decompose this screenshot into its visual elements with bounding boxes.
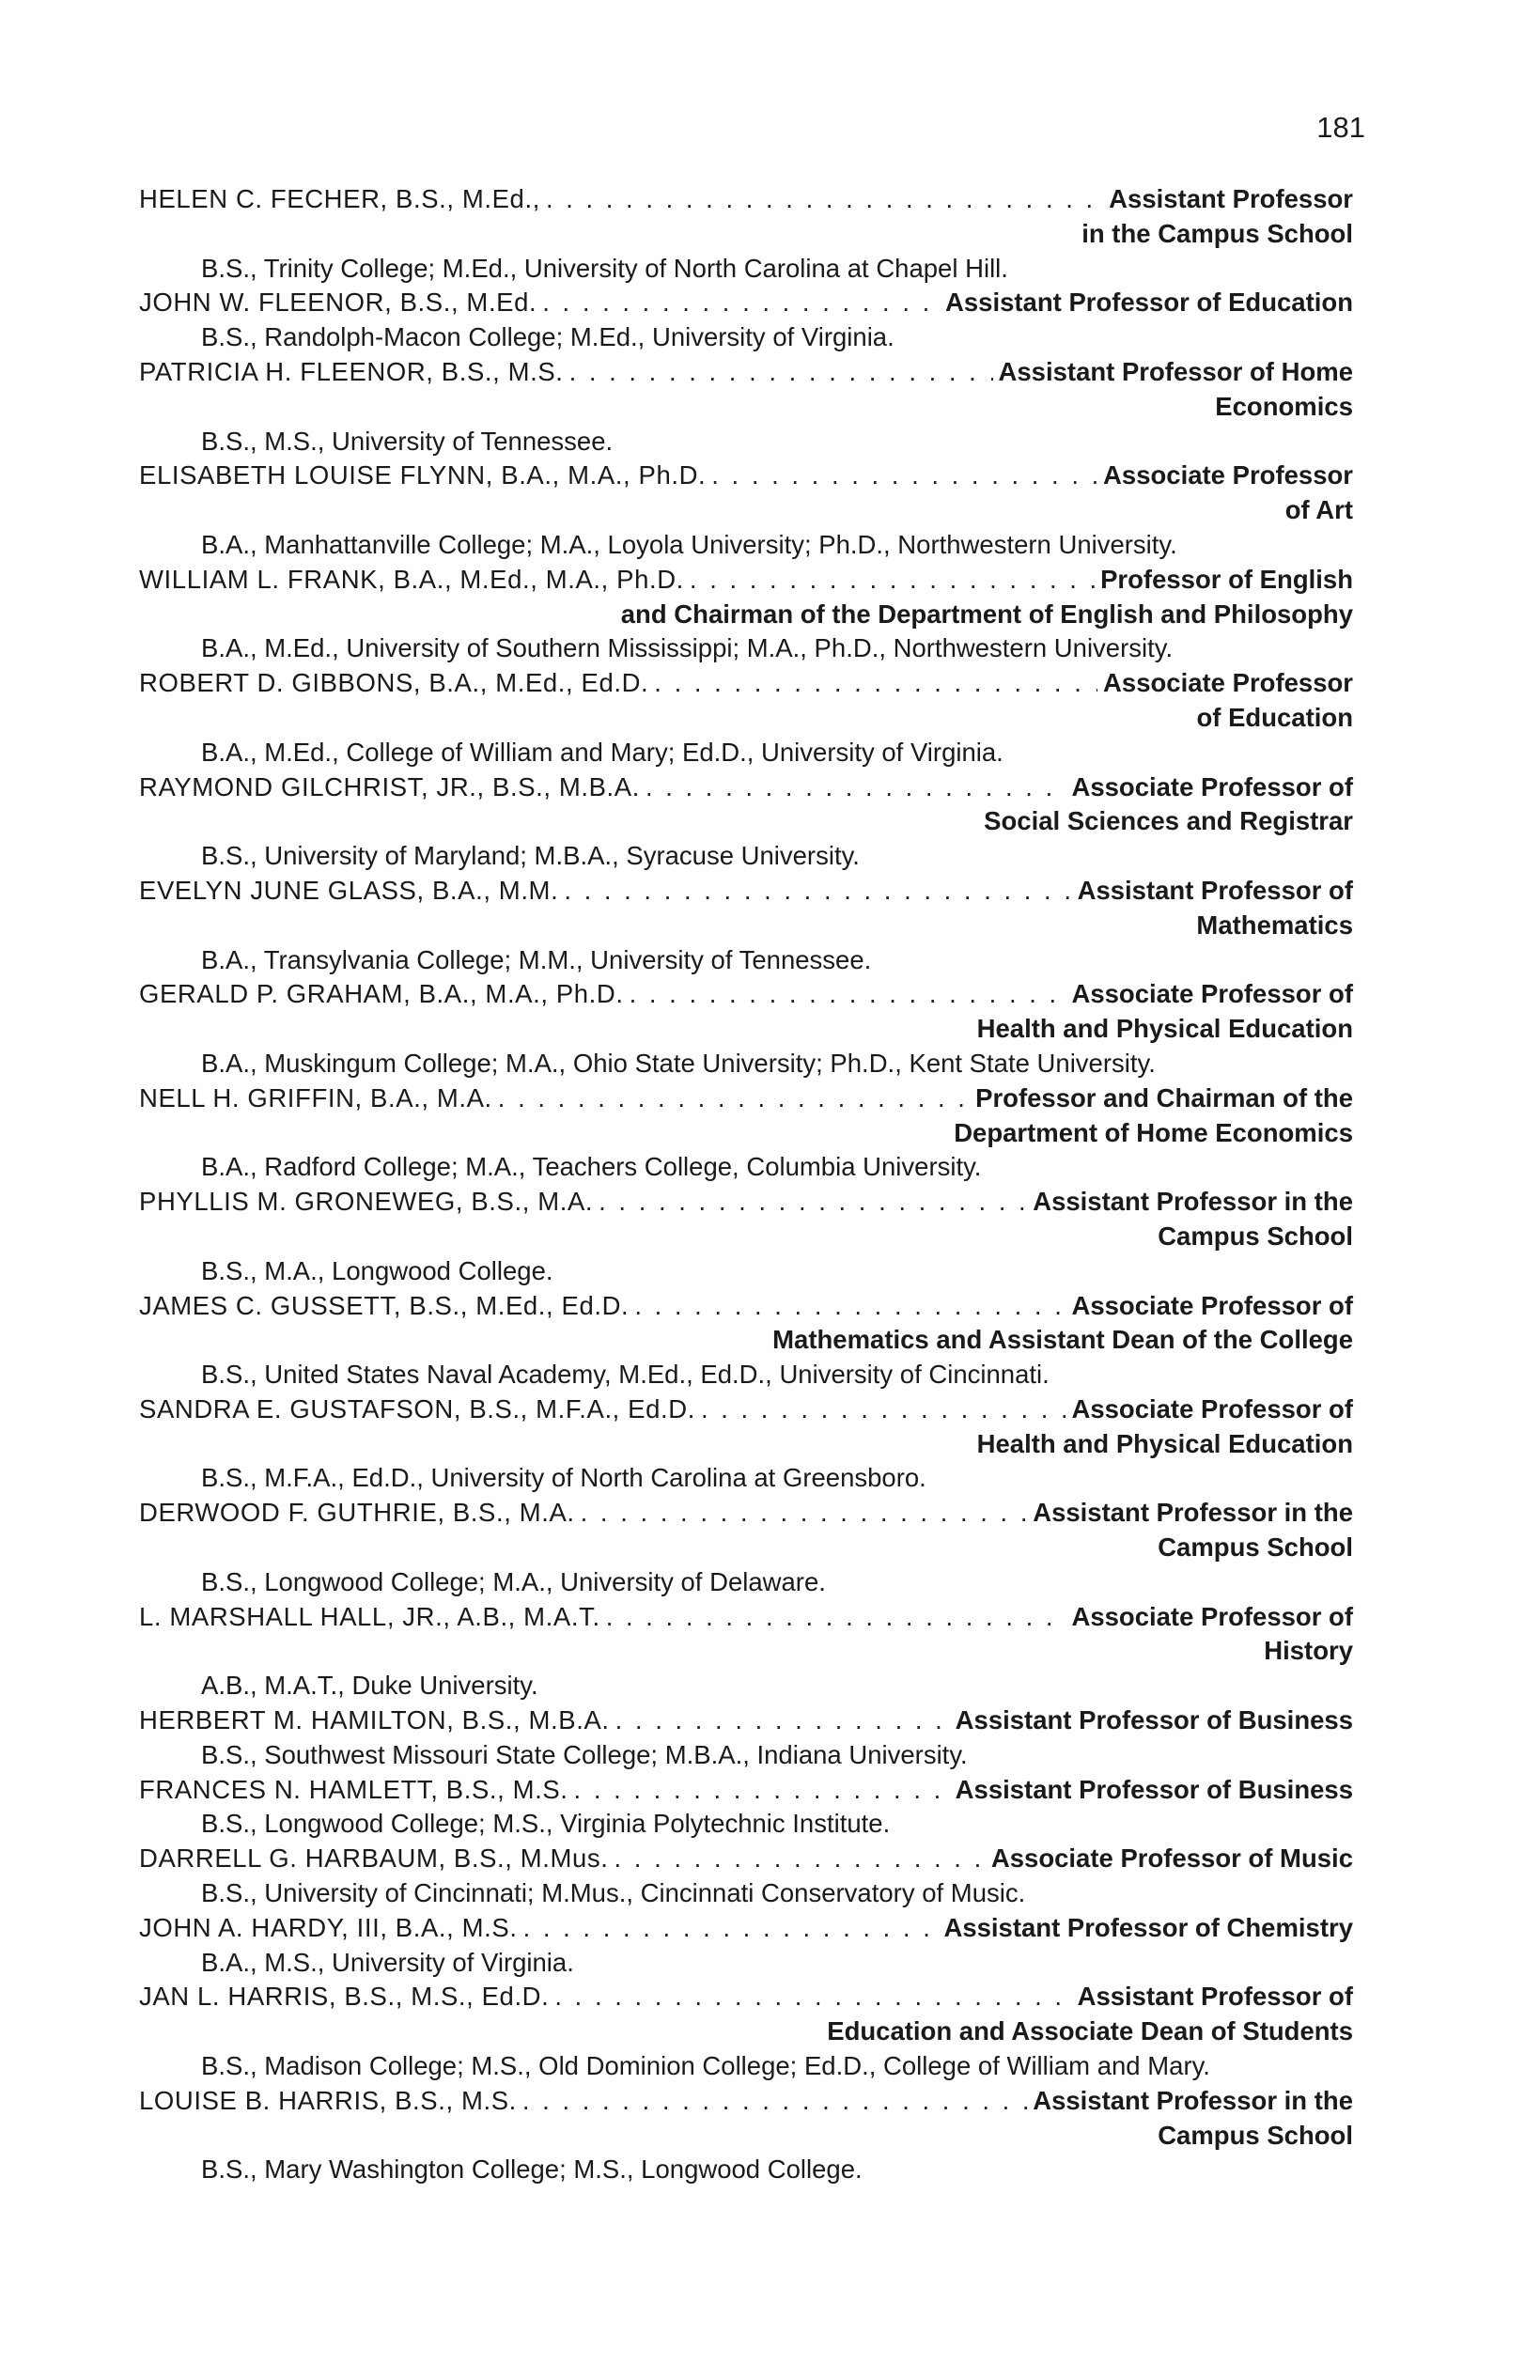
faculty-title: Professor and Chairman of the (975, 1082, 1353, 1112)
faculty-entry (139, 1911, 1353, 1981)
faculty-title-continued: and Chairman of the Department of English and Philosophy (620, 599, 1353, 629)
name-title-line (139, 286, 1353, 320)
faculty-title-continued: Campus School (1158, 2120, 1353, 2150)
faculty-name: L. MARSHALL HALL, JR., A.B., M.A.T. (139, 1601, 600, 1631)
faculty-degrees: B.A., M.Ed., University of Southern Mississippi; M.A., Ph.D., Northwestern University. (201, 633, 1174, 663)
faculty-entry (139, 355, 1353, 459)
faculty-title: Associate Professor of (1071, 1290, 1353, 1320)
faculty-entry (139, 182, 1353, 286)
name-title-line (139, 1185, 1353, 1220)
faculty-title: Assistant Professor of Home (998, 356, 1353, 386)
faculty-title: Assistant Professor in the (1033, 1187, 1353, 1217)
faculty-title-continued: Education and Associate Dean of Students (827, 2016, 1353, 2046)
faculty-title: Assistant Professor in the (1033, 2085, 1353, 2115)
faculty-degrees: B.S., M.F.A., Ed.D., University of North Carolina at Greensboro. (201, 1463, 926, 1493)
faculty-entry (139, 1496, 1353, 1599)
faculty-degrees: B.A., M.S., University of Virginia. (201, 1947, 574, 1977)
faculty-title: Assistant Professor (1109, 184, 1353, 213)
faculty-title: Assistant Professor in the (1033, 1498, 1353, 1528)
faculty-title: Assistant Professor of (1077, 875, 1353, 905)
name-title-line (139, 1842, 1353, 1876)
faculty-degrees: B.S., M.S., University of Tennessee. (201, 426, 614, 456)
faculty-name: EVELYN JUNE GLASS, B.A., M.M. (139, 875, 559, 905)
faculty-entry (139, 459, 1353, 562)
dot-leader (574, 1773, 950, 1808)
faculty-entry (139, 563, 1353, 666)
faculty-name: JAN L. HARRIS, B.S., M.S., Ed.D. (139, 1982, 550, 2012)
dot-leader (654, 666, 1097, 701)
faculty-title-continued: Department of Home Economics (954, 1117, 1353, 1147)
faculty-name: SANDRA E. GUSTAFSON, B.S., M.F.A., Ed.D. (139, 1393, 695, 1423)
faculty-title: Professor of English (1100, 564, 1353, 594)
faculty-entry (139, 666, 1353, 770)
faculty-name: JOHN W. FLEENOR, B.S., M.Ed. (139, 288, 537, 318)
name-title-line (139, 182, 1353, 217)
faculty-name: ELISABETH LOUISE FLYNN, B.A., M.A., Ph.D. (139, 460, 707, 490)
faculty-name: WILLIAM L. FRANK, B.A., M.Ed., M.A., Ph.D. (139, 564, 684, 594)
faculty-entry (139, 1980, 1353, 2083)
faculty-name: NELL H. GRIFFIN, B.A., M.A. (139, 1082, 492, 1112)
dot-leader (554, 1980, 1071, 2014)
faculty-degrees: B.S., M.A., Longwood College. (201, 1255, 553, 1285)
faculty-name: HELEN C. FECHER, B.S., M.Ed., (139, 184, 540, 213)
name-title-line (139, 666, 1353, 701)
faculty-title: Assistant Professor of Chemistry (943, 1912, 1353, 1942)
faculty-degrees: B.S., Randolph-Macon College; M.Ed., University of Virginia. (201, 322, 894, 352)
faculty-name: ROBERT D. GIBBONS, B.A., M.Ed., Ed.D. (139, 668, 649, 698)
faculty-name: DARRELL G. HARBAUM, B.S., M.Mus. (139, 1843, 609, 1874)
faculty-title: Associate Professor of (1071, 771, 1353, 801)
dot-leader (581, 1496, 1028, 1531)
name-title-line (139, 977, 1353, 1012)
dot-leader (646, 770, 1066, 805)
faculty-degrees: B.S., University of Cincinnati; M.Mus., Cincinnati Conservatory of Music. (201, 1878, 1026, 1908)
faculty-degrees: B.A., Manhattanville College; M.A., Loyola University; Ph.D., Northwestern University. (201, 529, 1177, 559)
dot-leader (498, 1081, 970, 1116)
dot-leader (564, 874, 1071, 909)
faculty-title-continued: Campus School (1158, 1532, 1353, 1563)
faculty-entry (139, 1600, 1353, 1703)
faculty-title-continued: of Art (1284, 495, 1353, 525)
faculty-title: Assistant Professor of (1077, 1982, 1353, 2012)
faculty-degrees: B.S., Madison College; M.S., Old Dominion College; Ed.D., College of William and Mary. (201, 2051, 1210, 2081)
dot-leader (701, 1392, 1066, 1427)
faculty-name: PATRICIA H. FLEENOR, B.S., M.S. (139, 356, 564, 386)
faculty-title-continued: Health and Physical Education (976, 1014, 1353, 1044)
faculty-entry (139, 1081, 1353, 1185)
faculty-title-continued: of Education (1196, 702, 1353, 732)
name-title-line (139, 1911, 1353, 1946)
faculty-title: Assistant Professor of Business (955, 1705, 1353, 1735)
faculty-entry (139, 1289, 1353, 1392)
dot-leader (614, 1842, 986, 1876)
page-number: 181 (1316, 111, 1365, 144)
name-title-line (139, 355, 1353, 390)
name-title-line (139, 1289, 1353, 1324)
faculty-degrees: B.S., Southwest Missouri State College; M.B.A., Indiana University. (201, 1739, 968, 1769)
dot-leader (546, 182, 1103, 217)
name-title-line (139, 1496, 1353, 1531)
dot-leader (569, 355, 993, 390)
faculty-title-continued: Mathematics and Assistant Dean of the College (772, 1325, 1353, 1355)
name-title-line (139, 1703, 1353, 1738)
faculty-title-continued: History (1264, 1636, 1353, 1666)
faculty-degrees: B.S., University of Maryland; M.B.A., Syracuse University. (201, 841, 860, 871)
name-title-line (139, 1081, 1353, 1116)
faculty-entry (139, 1703, 1353, 1773)
faculty-degrees: B.A., Radford College; M.A., Teachers College, Columbia University. (201, 1152, 982, 1182)
faculty-name: GERALD P. GRAHAM, B.A., M.A., Ph.D. (139, 979, 624, 1009)
dot-leader (522, 2084, 1027, 2119)
faculty-degrees: A.B., M.A.T., Duke University. (201, 1671, 538, 1701)
faculty-title-continued: Economics (1215, 391, 1353, 421)
faculty-entry (139, 770, 1353, 874)
faculty-name: FRANCES N. HAMLETT, B.S., M.S. (139, 1774, 568, 1804)
faculty-degrees: B.S., Trinity College; M.Ed., University of North Carolina at Chapel Hill. (201, 253, 1008, 283)
faculty-title: Associate Professor of (1071, 1393, 1353, 1423)
faculty-degrees: B.S., Mary Washington College; M.S., Longwood College. (201, 2154, 863, 2185)
faculty-degrees: B.A., M.Ed., College of William and Mary; Ed.D., University of Virginia. (201, 737, 1003, 767)
faculty-name: RAYMOND GILCHRIST, JR., B.S., M.B.A. (139, 771, 640, 801)
faculty-title-continued: Health and Physical Education (976, 1428, 1353, 1458)
name-title-line (139, 563, 1353, 598)
faculty-list (139, 182, 1353, 2187)
faculty-entry (139, 874, 1353, 977)
faculty-title: Assistant Professor of Business (955, 1774, 1353, 1804)
dot-leader (615, 1703, 950, 1738)
dot-leader (634, 1289, 1066, 1324)
faculty-title-continued: in the Campus School (1081, 218, 1353, 248)
faculty-entry (139, 1392, 1353, 1496)
faculty-name: PHYLLIS M. GRONEWEG, B.S., M.A. (139, 1187, 594, 1217)
faculty-degrees: B.S., United States Naval Academy, M.Ed., Ed.D., University of Cincinnati. (201, 1360, 1050, 1390)
faculty-title: Associate Professor (1103, 668, 1353, 698)
faculty-entry (139, 1842, 1353, 1911)
name-title-line (139, 770, 1353, 805)
dot-leader (599, 1185, 1027, 1220)
faculty-degrees: B.S., Longwood College; M.S., Virginia Polytechnic Institute. (201, 1809, 891, 1839)
faculty-name: DERWOOD F. GUTHRIE, B.S., M.A. (139, 1498, 575, 1528)
dot-leader (630, 977, 1066, 1012)
faculty-title-continued: Campus School (1158, 1221, 1353, 1251)
faculty-entry (139, 1185, 1353, 1288)
dot-leader (690, 563, 1095, 598)
dot-leader (542, 286, 940, 320)
faculty-name: HERBERT M. HAMILTON, B.S., M.B.A. (139, 1705, 610, 1735)
faculty-title: Associate Professor (1103, 460, 1353, 490)
dot-leader (523, 1911, 939, 1946)
faculty-degrees: B.A., Transylvania College; M.M., University of Tennessee. (201, 944, 872, 974)
faculty-entry (139, 1773, 1353, 1843)
name-title-line (139, 1773, 1353, 1808)
name-title-line (139, 2084, 1353, 2119)
faculty-entry (139, 2084, 1353, 2187)
name-title-line (139, 1392, 1353, 1427)
faculty-degrees: B.A., Muskingum College; M.A., Ohio State University; Ph.D., Kent State University. (201, 1048, 1156, 1078)
faculty-title: Associate Professor of (1071, 1601, 1353, 1631)
faculty-title: Associate Professor of Music (990, 1843, 1353, 1874)
faculty-title: Associate Professor of (1071, 979, 1353, 1009)
dot-leader (606, 1600, 1066, 1635)
faculty-title-continued: Social Sciences and Registrar (984, 806, 1353, 836)
name-title-line (139, 874, 1353, 909)
name-title-line (139, 1980, 1353, 2014)
faculty-title-continued: Mathematics (1196, 910, 1353, 940)
faculty-title: Assistant Professor of Education (945, 288, 1353, 318)
faculty-entry (139, 286, 1353, 355)
dot-leader (711, 459, 1097, 493)
name-title-line (139, 459, 1353, 493)
faculty-entry (139, 977, 1353, 1081)
faculty-name: LOUISE B. HARRIS, B.S., M.S. (139, 2085, 517, 2115)
faculty-name: JOHN A. HARDY, III, B.A., M.S. (139, 1912, 518, 1942)
name-title-line (139, 1600, 1353, 1635)
faculty-degrees: B.S., Longwood College; M.A., University of Delaware. (201, 1566, 826, 1596)
faculty-name: JAMES C. GUSSETT, B.S., M.Ed., Ed.D. (139, 1290, 630, 1320)
